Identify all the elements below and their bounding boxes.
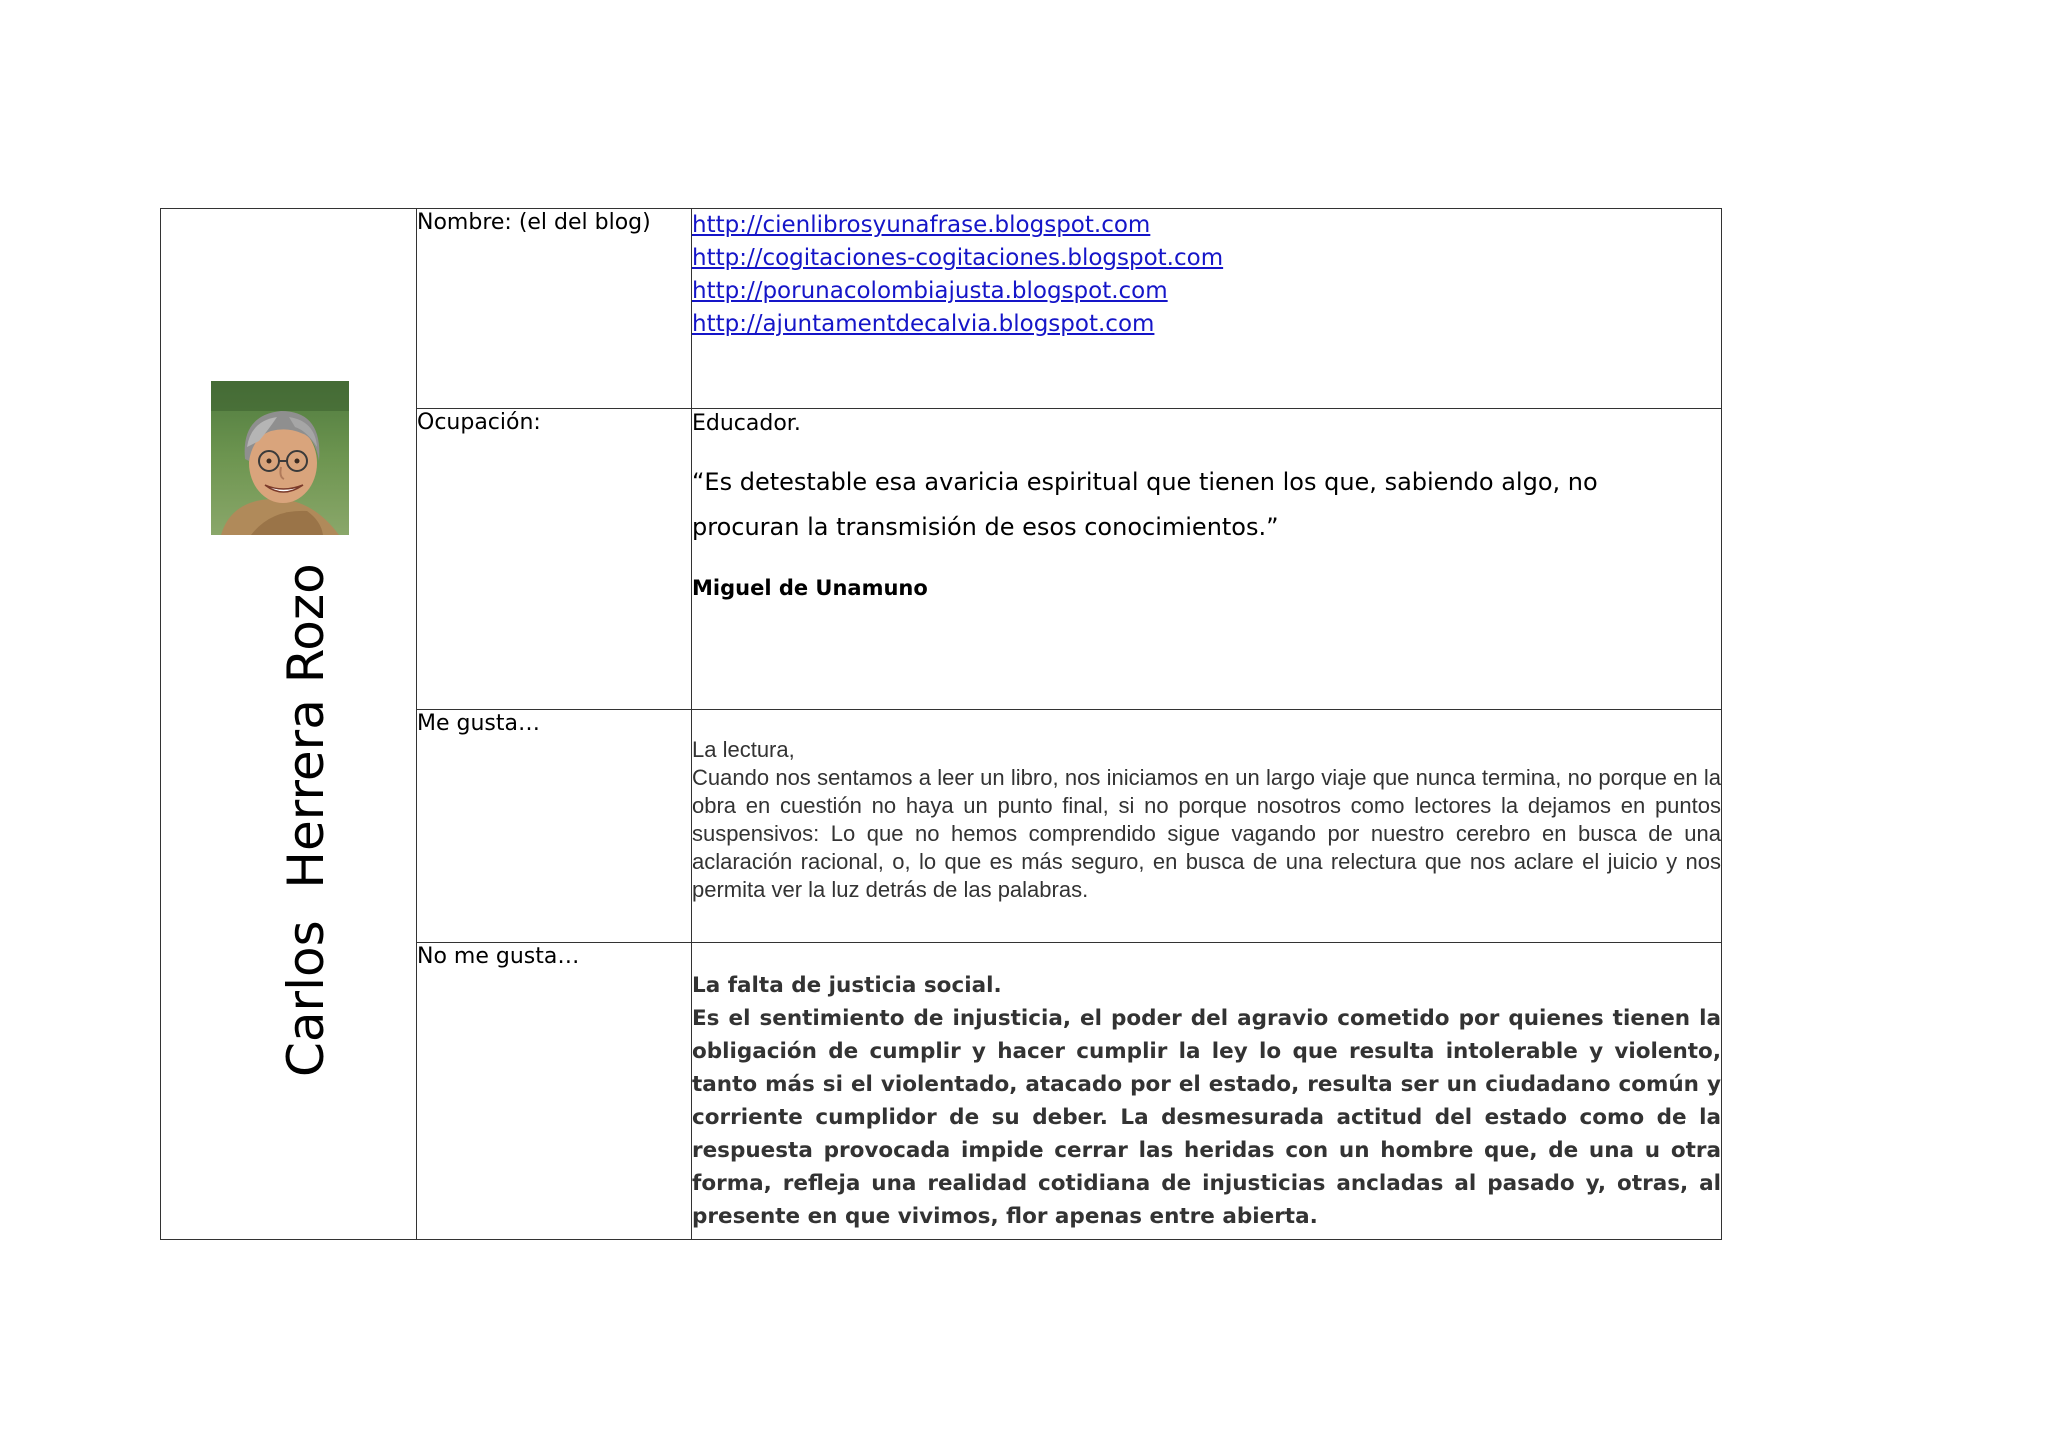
blog-link-2[interactable]: http://cogitaciones-cogitaciones.blogspot.com: [692, 245, 1224, 271]
blog-link-1[interactable]: http://cienlibrosyunafrase.blogspot.com: [692, 212, 1151, 238]
blog-link-4[interactable]: http://ajuntamentdecalvia.blogspot.com: [692, 311, 1155, 337]
photo-name-cell: [161, 209, 417, 1240]
likes-title: La lectura,: [692, 737, 795, 762]
occupation-value: Educador.: [692, 411, 801, 436]
dislikes-label: No me gusta…: [417, 943, 692, 1240]
profile-table: [160, 208, 1722, 1240]
occupation-cell: [692, 409, 1722, 710]
blog-link-3[interactable]: http://porunacolombiajusta.blogspot.com: [692, 278, 1168, 304]
profile-photo: [211, 381, 349, 535]
quote-author: Miguel de Unamuno: [692, 576, 928, 600]
quote-text: “Es detestable esa avaricia espiritual que tienen los que, sabiendo algo, no procuran la transmisión de esos conocimientos.”: [692, 468, 1598, 541]
dislikes-title: La falta de justicia social.: [692, 973, 1002, 998]
likes-text: Cuando nos sentamos a leer un libro, nos iniciamos en un largo viaje que nunca termina, no porque en la obra en cuestión no haya un punto final, si no porque nosotros como lectores la dejamos en puntos suspensivos: Lo que no hemos comprendido sigue vagando por nuestro cerebro en busca de una aclaración racional, o, lo que es más seguro, en busca de una relectura que nos aclare el juicio y nos permita ver la luz detrás de las palabras.: [692, 765, 1721, 902]
blog-links-cell: [692, 209, 1722, 409]
blog-label: Nombre: (el del blog): [417, 209, 692, 409]
likes-label: Me gusta…: [417, 710, 692, 943]
dislikes-cell: [692, 943, 1722, 1240]
blog-row: [161, 209, 1722, 409]
dislikes-text: Es el sentimiento de injusticia, el poder del agravio cometido por quienes tienen la obligación de cumplir y hacer cumplir la ley lo que resulta intolerable y violento, tanto más si el violentado, atacado por el estado, resulta ser un ciudadano común y corriente cumplidor de su deber. La desmesurada actitud del estado como de la respuesta provocada impide cerrar las heridas con un hombre que, de una u otra forma, refleja una realidad cotidiana de injusticias ancladas al pasado y, otras, al presente en que vivimos, flor apenas entre abierta.: [692, 1006, 1721, 1229]
profile-name: Carlos Herrera Rozo: [277, 563, 335, 1077]
likes-cell: [692, 710, 1722, 943]
occupation-label: Ocupación:: [417, 409, 692, 710]
